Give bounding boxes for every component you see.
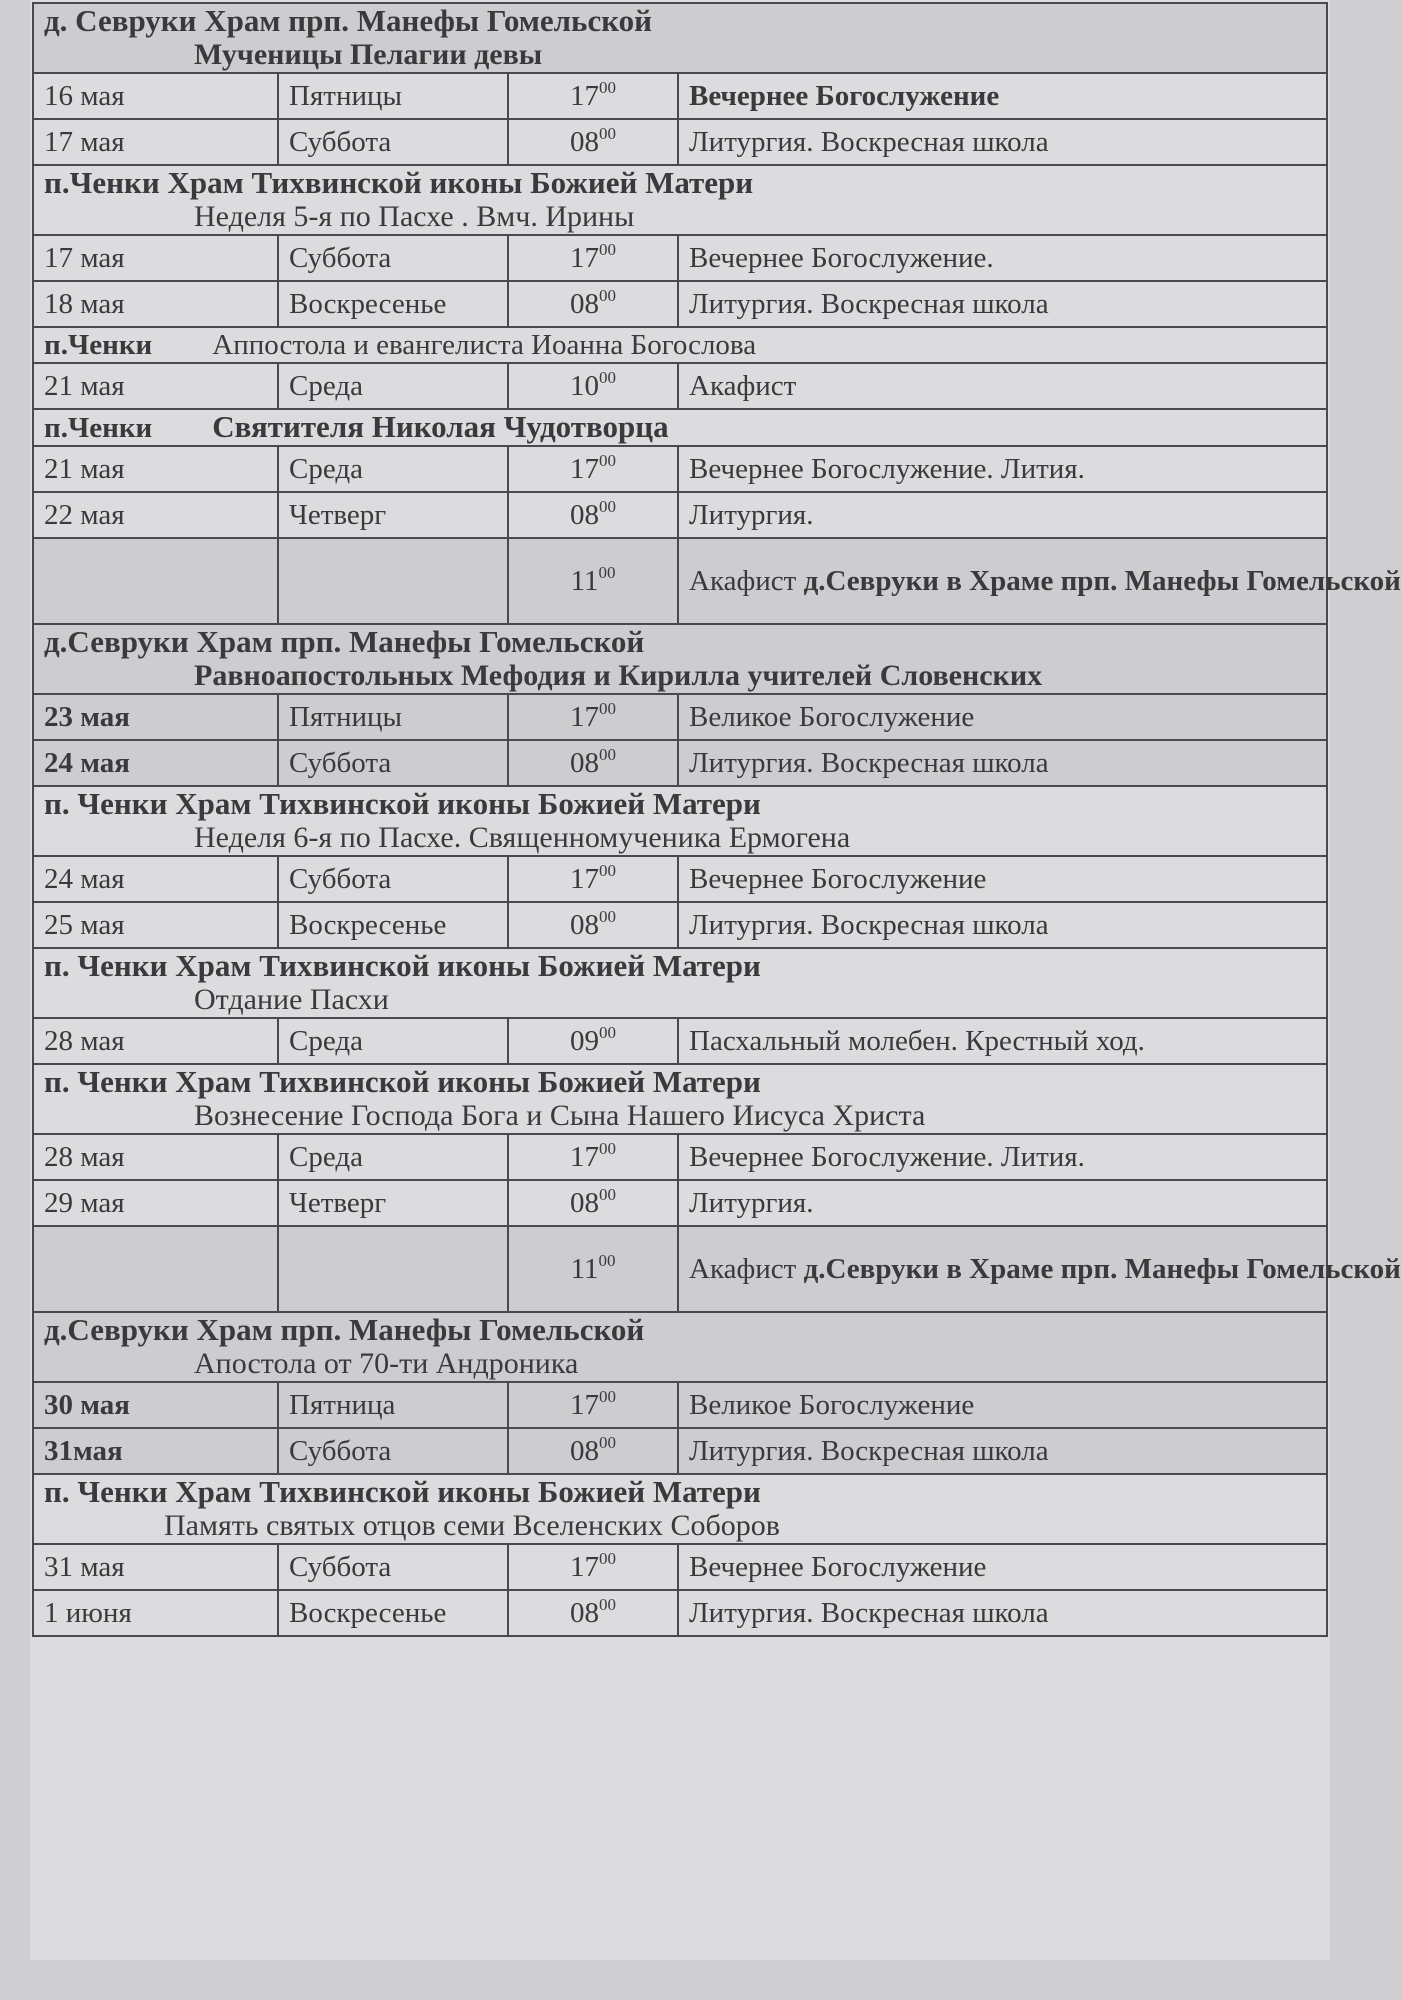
date-cell: 1 июня [33,1590,278,1636]
schedule-row [33,538,1327,624]
date-cell: 21 мая [33,446,278,492]
weekday-cell: Суббота [278,235,508,281]
schedule-row [33,1544,1327,1590]
section-title: п. Ченки Храм Тихвинской иконы Божией Матери [44,1474,761,1509]
weekday-cell: Суббота [278,856,508,902]
date-cell: 18 мая [33,281,278,327]
time-cell: $17^{00}$ [508,1544,678,1590]
section-header [33,1064,1327,1134]
service-cell: Великое Богослужение [678,1382,1327,1428]
date-cell: 31 мая [33,1544,278,1590]
time-cell: $17^{00}$ [508,446,678,492]
weekday-cell: Пятницы [278,694,508,740]
time-cell: $17^{00}$ [508,73,678,119]
section-subtitle: Отдание Пасхи [194,983,389,1016]
weekday-cell: Среда [278,363,508,409]
schedule-row [33,119,1327,165]
schedule-row [33,492,1327,538]
time-cell: $10^{00}$ [508,363,678,409]
section-title: п.Ченки Храм Тихвинской иконы Божией Матери [44,165,754,200]
date-cell: 29 мая [33,1180,278,1226]
schedule-row [33,363,1327,409]
section-subtitle: Вознесение Господа Бога и Сына Нашего Иисуса Христа [194,1099,926,1132]
schedule-row [33,1590,1327,1636]
service-cell: Литургия. [678,492,1327,538]
service-cell: Вечернее Богослужение. [678,235,1327,281]
weekday-cell: Четверг [278,1180,508,1226]
schedule-row [33,740,1327,786]
section-header [33,3,1327,73]
time-cell: $08^{00}$ [508,492,678,538]
section-title: п. Ченки Храм Тихвинской иконы Божией Матери [44,1064,761,1099]
weekday-cell: Суббота [278,1544,508,1590]
church-service-schedule [32,2,1401,1637]
time-cell: $08^{00}$ [508,119,678,165]
section-header [33,327,1327,363]
service-cell: Акафист д.Севруки в Храме прп. Манефы Гомельской [678,1226,1327,1312]
schedule-row [33,235,1327,281]
service-cell: Пасхальный молебен. Крестный ход. [678,1018,1327,1064]
time-cell: $17^{00}$ [508,235,678,281]
section-subtitle: Мученицы Пелагии девы [194,38,543,71]
service-cell: Литургия. Воскресная школа [678,902,1327,948]
section-subtitle: Равноапостольных Мефодия и Кирилла учителей Словенских [194,659,1043,692]
date-cell: 17 мая [33,119,278,165]
section-header [33,409,1327,446]
service-cell: Литургия. Воскресная школа [678,740,1327,786]
date-cell: 28 мая [33,1134,278,1180]
section-subtitle: Память святых отцов семи Вселенских Соборов [164,1509,780,1542]
date-cell [33,538,278,624]
weekday-cell: Среда [278,1134,508,1180]
schedule-row [33,694,1327,740]
schedule-row [33,1180,1327,1226]
weekday-cell: Четверг [278,492,508,538]
weekday-cell: Пятница [278,1382,508,1428]
weekday-cell: Пятницы [278,73,508,119]
section-header [33,786,1327,856]
time-cell: $08^{00}$ [508,1590,678,1636]
service-cell: Акафист д.Севруки в Храме прп. Манефы Гомельской [678,538,1327,624]
section-title: п.Ченки [44,412,153,444]
date-cell: 16 мая [33,73,278,119]
time-cell: $08^{00}$ [508,902,678,948]
service-cell: Вечернее Богослужение [678,856,1327,902]
schedule-row [33,1226,1327,1312]
section-title: д.Севруки Храм прп. Манефы Гомельской [44,1312,645,1347]
section-header [33,1474,1327,1544]
time-cell: $17^{00}$ [508,694,678,740]
service-cell: Вечернее Богослужение [678,73,1327,119]
section-subtitle: Неделя 6-я по Пасхе. Священномученика Ермогена [194,821,851,854]
schedule-row [33,73,1327,119]
section-subtitle: Святителя Николая Чудотворца [212,409,669,444]
section-title: д. Севруки Храм прп. Манефы Гомельской [44,3,653,38]
section-title: д.Севруки Храм прп. Манефы Гомельской [44,624,645,659]
date-cell: 21 мая [33,363,278,409]
time-cell: $17^{00}$ [508,856,678,902]
weekday-cell: Среда [278,1018,508,1064]
time-cell: $08^{00}$ [508,740,678,786]
section-subtitle: Апостола от 70-ти Андроника [194,1347,579,1380]
schedule-row [33,1428,1327,1474]
date-cell: 31мая [33,1428,278,1474]
section-header [33,1312,1327,1382]
section-header [33,624,1327,694]
schedule-row [33,902,1327,948]
service-cell: Литургия. Воскресная школа [678,281,1327,327]
date-cell [33,1226,278,1312]
date-cell: 30 мая [33,1382,278,1428]
service-cell: Акафист [678,363,1327,409]
time-cell: $08^{00}$ [508,1180,678,1226]
weekday-cell: Суббота [278,1428,508,1474]
time-cell: $08^{00}$ [508,281,678,327]
weekday-cell: Среда [278,446,508,492]
section-subtitle: Неделя 5-я по Пасхе . Вмч. Ирины [194,200,635,233]
schedule-row [33,281,1327,327]
time-cell: $09^{00}$ [508,1018,678,1064]
service-cell: Литургия. Воскресная школа [678,1590,1327,1636]
date-cell: 24 мая [33,856,278,902]
date-cell: 22 мая [33,492,278,538]
time-cell: $11^{00}$ [508,1226,678,1312]
weekday-cell: Суббота [278,119,508,165]
weekday-cell [278,538,508,624]
schedule-row [33,856,1327,902]
section-title: п.Ченки [44,329,153,361]
section-subtitle: Аппостола и евангелиста Иоанна Богослова [212,329,757,361]
weekday-cell: Воскресенье [278,1590,508,1636]
service-cell: Литургия. [678,1180,1327,1226]
schedule-row [33,446,1327,492]
section-title: п. Ченки Храм Тихвинской иконы Божией Матери [44,948,761,983]
schedule-row [33,1018,1327,1064]
weekday-cell [278,1226,508,1312]
time-cell: $17^{00}$ [508,1382,678,1428]
service-cell: Вечернее Богослужение. Лития. [678,446,1327,492]
section-header [33,948,1327,1018]
service-cell: Великое Богослужение [678,694,1327,740]
time-cell: $17^{00}$ [508,1134,678,1180]
section-title: п. Ченки Храм Тихвинской иконы Божией Матери [44,786,761,821]
date-cell: 28 мая [33,1018,278,1064]
date-cell: 23 мая [33,694,278,740]
service-cell: Вечернее Богослужение. Лития. [678,1134,1327,1180]
service-cell: Вечернее Богослужение [678,1544,1327,1590]
schedule-row [33,1382,1327,1428]
date-cell: 24 мая [33,740,278,786]
schedule-row [33,1134,1327,1180]
date-cell: 17 мая [33,235,278,281]
time-cell: $08^{00}$ [508,1428,678,1474]
date-cell: 25 мая [33,902,278,948]
time-cell: $11^{00}$ [508,538,678,624]
weekday-cell: Суббота [278,740,508,786]
weekday-cell: Воскресенье [278,902,508,948]
section-header [33,165,1327,235]
service-cell: Литургия. Воскресная школа [678,1428,1327,1474]
service-cell: Литургия. Воскресная школа [678,119,1327,165]
weekday-cell: Воскресенье [278,281,508,327]
